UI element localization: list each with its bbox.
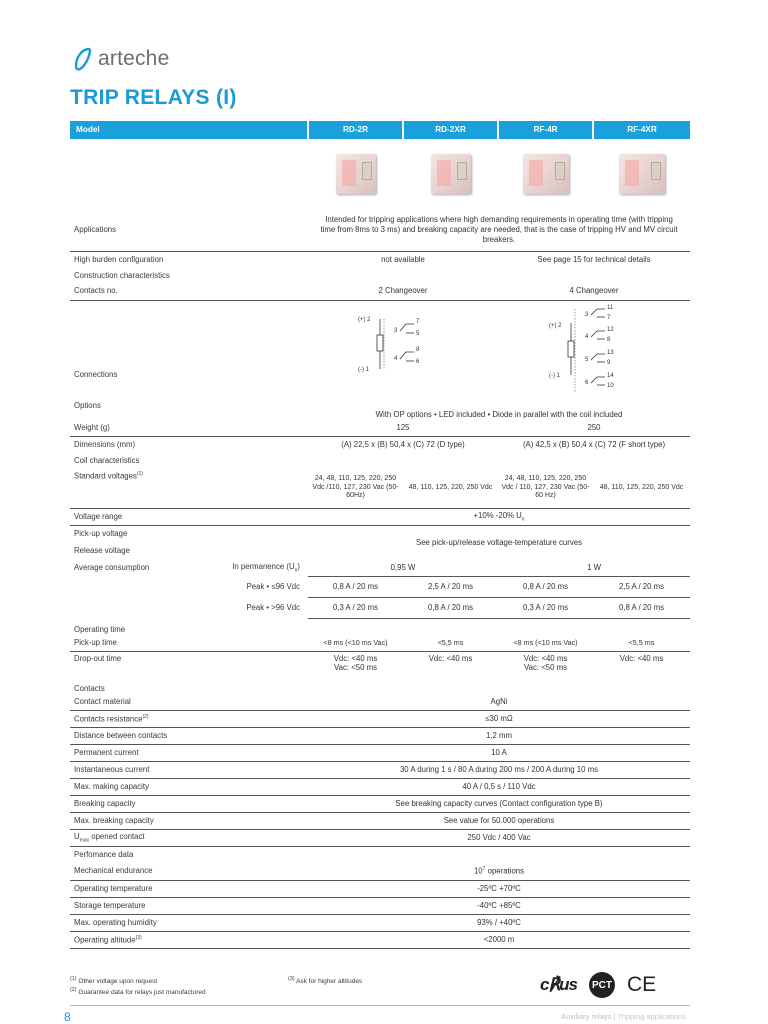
row-operating-time [70,618,690,634]
label-storage-temperature: Storage temperature [70,897,308,914]
rf-contact-9: 9 [607,359,611,366]
header-model-rd2r: RD-2R [308,121,403,139]
ul-certification-icon: c℟us [540,975,577,994]
value-dimensions-rd: (A) 22,5 x (B) 50,4 x (C) 72 (D type) [341,440,465,450]
page-number: 8 [64,1010,71,1024]
label-applications: Applications [70,209,308,251]
row-instantaneous-current [70,761,690,778]
label-average-consumption: Average consumption [74,562,150,572]
value-breaking: See breaking capacity curves (Contact configuration type B) [308,795,690,812]
certification-logos [540,972,656,998]
value-weight-rf: 250 [498,419,690,436]
row-operating-temperature [70,880,690,897]
row-max-breaking [70,812,690,829]
row-max-humidity [70,914,690,931]
row-pickup-time [70,634,690,651]
value-std-voltages-rf4xr: 48, 110, 125, 220, 250 Vdc [593,468,690,508]
label-distance-contacts: Distance between contacts [70,727,308,744]
rd-common-2: 4 [394,355,398,362]
relay-image-rf4r [523,154,569,194]
row-applications [70,209,690,251]
rf-common-2: 4 [585,333,589,340]
value-contact-material: AgNi [308,693,690,710]
relay-image-rd2xr [431,154,471,194]
label-connections: Connections [74,369,118,379]
row-contact-material [70,693,690,710]
footnote-ref-1: (1) [136,471,143,478]
value-peak-le96-rf4r: 0,8 A / 20 ms [498,576,593,597]
section-coil: Coil characteristics [74,455,140,465]
value-peak-gt96-rf4xr: 0,8 A / 20 ms [593,597,690,618]
footnote-ref-2: (2) [142,713,149,720]
section-construction: Construction characteristics [74,270,170,280]
row-options [70,401,690,419]
value-umax-opened: 250 Vdc / 400 Vac [308,829,690,846]
label-in-permanence-sub: n [294,567,298,574]
value-contacts-resistance: ≤30 mΩ [308,710,690,727]
label-dropout-time: Drop-out time [74,653,122,663]
row-standard-voltages [70,468,690,508]
row-umax-opened [70,829,690,846]
label-contacts-no: Contacts no. [70,283,308,300]
row-dropout-time [70,651,690,677]
value-dropout-rf4r-vac: Vac: <50 ms [524,663,567,673]
relay-image-rd2r [336,154,376,194]
value-applications: Intended for tripping applications where high demanding requirements in operating time (with tripping time from 8ms to 3 ms) and breaking capacity are needed, that is the case of tripping HV and MV circuit breakers. [308,209,690,251]
row-peak-gt96 [70,597,690,618]
rd-coil-minus: (-) 1 [358,366,369,373]
relay-image-rf4xr [619,154,665,194]
row-distance-contacts [70,727,690,744]
value-high-burden-rf: See page 15 for technical details [537,254,651,264]
page-title: TRIP RELAYS (I) [70,86,237,109]
row-contacts-no [70,283,690,300]
row-dimensions [70,436,690,453]
row-operating-altitude [70,931,690,948]
value-storage-temperature: -40ºC +85ºC [308,897,690,914]
value-pickup-time-rf4xr: <5,5 ms [593,634,690,651]
rf-contact-8: 8 [607,336,611,343]
value-options: With OP options • LED included • Diode in parallel with the coil included [375,409,623,419]
value-peak-le96-rd2r: 0,8 A / 20 ms [308,576,403,597]
value-voltage-range-sub: n [521,516,525,523]
row-construction [70,268,690,283]
specification-table [70,121,690,949]
row-connections [70,300,690,401]
label-operating-altitude: Operating altitude [74,935,136,945]
header-model-rd2xr: RD-2XR [403,121,498,139]
label-umax-sub: max [79,837,90,844]
label-max-making: Max. making capacity [70,778,308,795]
rf-contact-14: 14 [607,372,614,379]
value-permanent-current: 10 A [308,744,690,761]
row-voltage-range [70,508,690,525]
table-header-row [70,121,690,139]
label-in-permanence-end: ) [297,561,300,571]
label-weight: Weight (g) [70,419,308,436]
footer-section-name: Auxiliary relays [561,1012,612,1021]
rf-contact-10: 10 [607,382,614,389]
value-peak-le96-rf4xr: 2,5 A / 20 ms [593,576,690,597]
footnote-2-marker: (2) [70,986,77,993]
value-max-humidity: 93% / +40ºC [308,914,690,931]
label-contact-material: Contact material [70,693,308,710]
connection-diagram-rd [348,307,458,393]
label-instantaneous-current: Instantaneous current [70,761,308,778]
footnote-2: Guarantee data for relays just manufactured [78,988,206,996]
value-operating-temperature: -25ºC +70ºC [308,880,690,897]
rd-contact-7: 7 [416,318,420,325]
row-mechanical-endurance [70,862,690,880]
value-mech-endurance-unit: operations [485,866,525,876]
row-average-consumption [70,559,690,576]
arteche-logo [72,46,169,72]
label-in-permanence: In permanence (U [232,561,295,571]
header-model: Model [70,121,308,139]
value-contacts-no-rf: 4 Changeover [498,283,690,300]
label-umax-end: opened contact [89,831,145,841]
rf-common-3: 5 [585,356,589,363]
value-peak-le96-rd2xr: 2,5 A / 20 ms [403,576,498,597]
value-pickup-time-rf4r: <8 ms (<10 ms Vac) [498,634,593,651]
value-pickup-time-rd2r: <8 ms (<10 ms Vac) [308,634,403,651]
row-weight [70,419,690,436]
label-pickup-time: Pick-up time [70,634,308,651]
footnote-ref-3: (3) [135,934,142,941]
value-dimensions-rf: (A) 42,5 x (B) 50,4 x (C) 72 (F short type) [522,440,666,450]
footnote-1: Other voltage upon request [78,978,158,986]
value-high-burden-rd: not available [381,254,425,264]
label-max-breaking: Max. breaking capacity [70,812,308,829]
value-mech-endurance-base: 10 [473,866,483,876]
label-dimensions: Dimensions (mm) [74,440,136,450]
label-breaking: Breaking capacity [70,795,308,812]
product-images-row [70,139,690,209]
footnote-3-block [288,976,362,985]
label-permanent-current: Permanent current [70,744,308,761]
row-performance [70,846,690,862]
value-pickup-release: See pick-up/release voltage-temperature curves [416,537,582,547]
rf-contact-11: 11 [607,304,614,311]
row-contacts-section [70,677,690,693]
rf-coil-plus: (+) 2 [549,322,562,329]
rf-common-4: 6 [585,379,589,386]
footnote-3-marker: (3) [288,976,295,982]
value-contacts-no-rd: 2 Changeover [308,283,498,300]
footer-subsection-name: Tripping applications [617,1012,686,1021]
rf-contact-13: 13 [607,349,614,356]
value-peak-gt96-rd2xr: 0,8 A / 20 ms [403,597,498,618]
label-peak-gt96: Peak • >96 Vdc [246,602,300,612]
connection-diagram-rf [539,301,649,399]
row-max-making [70,778,690,795]
header-model-rf4r: RF-4R [498,121,593,139]
value-dropout-rd2xr: Vdc: <40 ms [428,653,473,663]
row-pickup-voltage [70,525,690,542]
value-weight-rd: 125 [308,419,498,436]
rd-contact-6: 6 [416,358,420,365]
label-options: Options [74,401,101,411]
rd-coil-plus: (+) 2 [358,316,371,323]
brand-name: arteche [98,47,170,70]
label-standard-voltages: Standard voltages [74,471,137,481]
ce-certification-icon: CE [626,973,657,996]
footnote-1-marker: (1) [70,976,77,982]
value-operating-altitude: <2000 m [308,931,690,948]
label-contacts-resistance: Contacts resistance [74,714,143,724]
label-operating-temperature: Operating temperature [70,880,308,897]
value-dropout-rf4xr: Vdc: <40 ms [619,653,664,663]
value-std-voltages-rd2r: 24, 48, 110, 125, 220, 250 Vdc /110, 127, 230 Vac (50-60Hz) [308,468,403,508]
section-contacts: Contacts [74,683,105,693]
value-consumption-rf: 1 W [498,559,690,576]
row-contacts-resistance [70,710,690,727]
rd-common-1: 3 [394,327,398,334]
value-peak-gt96-rd2r: 0,3 A / 20 ms [308,597,403,618]
label-release-voltage: Release voltage [74,545,130,555]
value-mech-endurance-exp: 7 [482,865,486,872]
rd-contact-5: 5 [416,330,420,337]
row-storage-temperature [70,897,690,914]
header-model-rf4xr: RF-4XR [593,121,690,139]
row-permanent-current [70,744,690,761]
value-voltage-range: +10% -20% U [473,510,522,520]
value-distance-contacts: 1,2 mm [308,727,690,744]
rd-contact-8: 8 [416,346,420,353]
section-operating-time: Operating time [74,624,126,634]
value-consumption-rd: 0,95 W [308,559,498,576]
row-high-burden [70,251,690,268]
label-pickup-voltage: Pick-up voltage [74,529,128,539]
label-mechanical-endurance: Mechanical endurance [70,862,308,880]
value-dropout-rf4r-vdc: Vdc: <40 ms [523,653,568,663]
value-peak-gt96-rf4r: 0,3 A / 20 ms [498,597,593,618]
rf-contact-7: 7 [607,314,611,321]
value-max-making: 40 A / 0,5 s / 110 Vdc [308,778,690,795]
section-performance: Perfomance data [74,849,134,859]
value-instantaneous-current: 30 A during 1 s / 80 A during 200 ms / 200 A during 10 ms [308,761,690,778]
value-pickup-time-rd2xr: <5,5 ms [403,634,498,651]
label-voltage-range: Voltage range [70,508,308,525]
value-std-voltages-rf4r: 24, 48, 110, 125, 220, 250 Vdc / 110, 127, 230 Vac (50-60 Hz) [498,468,593,508]
value-std-voltages-rd2xr: 48, 110, 125, 220, 250 Vdc [403,468,498,508]
value-dropout-rd2r-vdc: Vdc: <40 ms [333,653,378,663]
row-breaking [70,795,690,812]
value-dropout-rd2r-vac: Vac: <50 ms [334,663,377,673]
arteche-logo-icon [72,46,94,72]
label-umax: U [74,831,80,841]
footer-divider [70,1005,690,1006]
footer-section: Auxiliary relays | Tripping applications [561,1012,686,1021]
footnote-3: Ask for higher altitudes [296,978,363,986]
rf-coil-minus: (-) 1 [549,372,560,379]
label-high-burden: High burden configuration [74,254,164,264]
footnotes [70,976,206,997]
label-peak-le96: Peak • ≤96 Vdc [246,581,300,591]
rf-common-1: 3 [585,311,589,318]
row-peak-le96 [70,576,690,597]
pct-certification-icon: PCT [589,972,615,998]
value-max-breaking: See value for 50.000 operations [308,812,690,829]
rf-contact-12: 12 [607,326,614,333]
row-coil [70,453,690,468]
label-max-humidity: Max. operating humidity [70,914,308,931]
